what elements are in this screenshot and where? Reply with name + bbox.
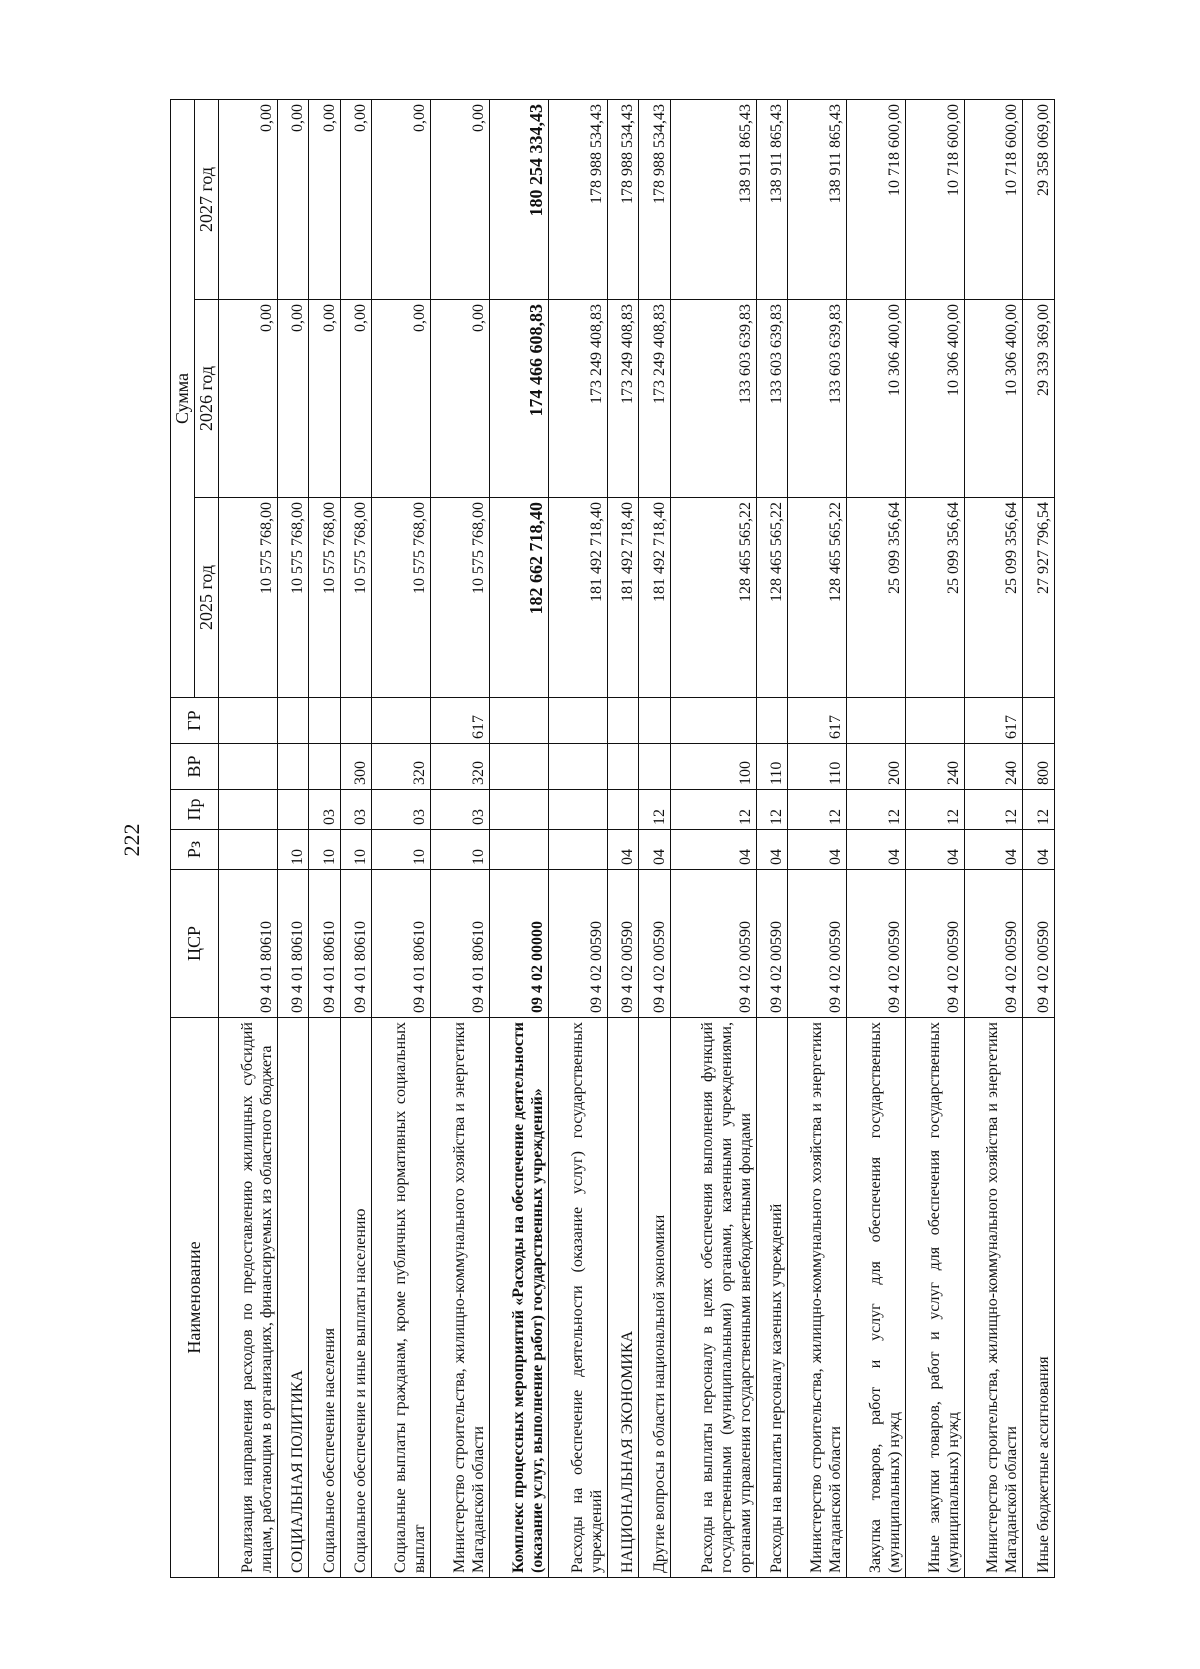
cell-vr: 110 [756,744,788,790]
cell-pr: 03 [372,790,431,830]
cell-2025: 181 492 718,40 [639,498,671,698]
cell-vr [639,744,671,790]
rotated-table-container [170,100,1055,1578]
table-row [964,99,1023,1577]
header-pr: Пр [171,790,219,830]
cell-rz: 10 [431,830,490,870]
cell-2027: 178 988 534,43 [639,99,671,299]
cell-rz: 04 [756,830,788,870]
cell-2027: 178 988 534,43 [548,99,607,299]
cell-csr: 09 4 01 80610 [340,870,372,1018]
cell-pr [219,790,278,830]
cell-gr: 617 [788,698,847,744]
cell-2027: 0,00 [340,99,372,299]
cell-vr: 800 [1023,744,1055,790]
cell-2026: 10 306 400,00 [905,300,964,498]
header-vr: ВР [171,744,219,790]
cell-2026: 174 466 608,83 [489,300,548,498]
cell-2027: 178 988 534,43 [607,99,639,299]
cell-vr: 240 [905,744,964,790]
cell-csr: 09 4 02 00590 [847,870,906,1018]
cell-name: Закупка товаров, работ и услуг для обеспечения государственных (муниципальных) нужд [847,1018,906,1578]
cell-name: НАЦИОНАЛЬНАЯ ЭКОНОМИКА [607,1018,639,1578]
cell-2026: 0,00 [372,300,431,498]
cell-name: Другие вопросы в области национальной экономики [639,1018,671,1578]
cell-csr: 09 4 02 00590 [670,870,756,1018]
cell-2026: 133 603 639,83 [756,300,788,498]
table-row [756,99,788,1577]
cell-pr: 12 [756,790,788,830]
cell-2027: 138 911 865,43 [756,99,788,299]
cell-pr [548,790,607,830]
header-csr: ЦСР [171,870,219,1018]
cell-vr [489,744,548,790]
cell-2027: 10 718 600,00 [905,99,964,299]
cell-gr [219,698,278,744]
cell-rz [489,830,548,870]
table-row [219,99,278,1577]
cell-csr: 09 4 01 80610 [309,870,341,1018]
header-name: Наименование [171,1018,219,1578]
cell-vr [219,744,278,790]
budget-table [170,99,1055,1578]
cell-2025: 10 575 768,00 [431,498,490,698]
cell-vr: 200 [847,744,906,790]
cell-2025: 10 575 768,00 [219,498,278,698]
cell-name: Министерство строительства, жилищно-коммунального хозяйства и энергетики Магаданской области [788,1018,847,1578]
cell-pr: 12 [847,790,906,830]
cell-2025: 27 927 796,54 [1023,498,1055,698]
cell-rz: 04 [639,830,671,870]
cell-gr [372,698,431,744]
table-row [277,99,309,1577]
cell-name: Расходы на выплаты персоналу в целях обеспечения выполнения функций государственными (муниципальными) органами, казенными учреждениями, органами управления государственными внебюджетными фондами [670,1018,756,1578]
cell-vr [277,744,309,790]
cell-rz: 04 [670,830,756,870]
cell-2025: 25 099 356,64 [964,498,1023,698]
cell-csr: 09 4 01 80610 [431,870,490,1018]
cell-vr: 320 [372,744,431,790]
cell-csr: 09 4 02 00590 [788,870,847,1018]
cell-name: СОЦИАЛЬНАЯ ПОЛИТИКА [277,1018,309,1578]
cell-vr [548,744,607,790]
cell-2026: 0,00 [431,300,490,498]
cell-csr: 09 4 02 00590 [548,870,607,1018]
cell-vr [607,744,639,790]
cell-csr: 09 4 02 00590 [756,870,788,1018]
header-2025: 2025 год [195,498,219,698]
cell-pr: 03 [431,790,490,830]
cell-gr [340,698,372,744]
cell-name: Иные закупки товаров, работ и услуг для обеспечения государственных (муниципальных) нужд [905,1018,964,1578]
cell-name: Расходы на обеспечение деятельности (оказание услуг) государственных учреждений [548,1018,607,1578]
header-row-1 [171,99,195,1577]
cell-2025: 10 575 768,00 [372,498,431,698]
cell-2026: 10 306 400,00 [964,300,1023,498]
cell-gr [548,698,607,744]
cell-csr: 09 4 01 80610 [277,870,309,1018]
cell-vr: 100 [670,744,756,790]
header-gr: ГР [171,698,219,744]
header-2026: 2026 год [195,300,219,498]
cell-2027: 29 358 069,00 [1023,99,1055,299]
cell-2026: 0,00 [277,300,309,498]
cell-rz [548,830,607,870]
page-number: 222 [119,823,144,857]
cell-csr: 09 4 02 00590 [964,870,1023,1018]
cell-2026: 133 603 639,83 [670,300,756,498]
cell-2027: 10 718 600,00 [847,99,906,299]
cell-gr [607,698,639,744]
cell-2027: 0,00 [372,99,431,299]
cell-name: Министерство строительства, жилищно-коммунального хозяйства и энергетики Магаданской области [964,1018,1023,1578]
cell-2025: 181 492 718,40 [607,498,639,698]
cell-vr: 320 [431,744,490,790]
cell-csr: 09 4 02 00590 [905,870,964,1018]
cell-gr [489,698,548,744]
cell-2025: 128 465 565,22 [756,498,788,698]
table-row [340,99,372,1577]
cell-gr [756,698,788,744]
cell-pr: 12 [639,790,671,830]
cell-rz: 10 [340,830,372,870]
cell-gr [1023,698,1055,744]
cell-name: Иные бюджетные ассигнования [1023,1018,1055,1578]
header-2027: 2027 год [195,99,219,299]
table-row [431,99,490,1577]
cell-gr [905,698,964,744]
cell-2027: 0,00 [309,99,341,299]
header-sum: Сумма [171,99,195,697]
cell-2026: 173 249 408,83 [607,300,639,498]
cell-csr: 09 4 02 00590 [607,870,639,1018]
cell-name: Социальные выплаты гражданам, кроме публичных нормативных социальных выплат [372,1018,431,1578]
cell-name: Комплекс процессных мероприятий «Расходы на обеспечение деятельности (оказание услуг, выполнение работ) государственных учреждений» [489,1018,548,1578]
cell-2025: 128 465 565,22 [670,498,756,698]
cell-csr: 09 4 01 80610 [219,870,278,1018]
cell-2026: 0,00 [219,300,278,498]
cell-vr [309,744,341,790]
table-row [847,99,906,1577]
cell-gr: 617 [431,698,490,744]
table-row [607,99,639,1577]
table-row [309,99,341,1577]
cell-gr [277,698,309,744]
cell-rz [219,830,278,870]
table-row [788,99,847,1577]
cell-rz: 04 [905,830,964,870]
header-rz: Рз [171,830,219,870]
cell-2026: 10 306 400,00 [847,300,906,498]
cell-pr [607,790,639,830]
cell-2025: 182 662 718,40 [489,498,548,698]
table-body [219,99,1055,1577]
cell-pr: 12 [964,790,1023,830]
cell-rz: 04 [964,830,1023,870]
cell-2027: 0,00 [277,99,309,299]
cell-rz: 10 [309,830,341,870]
cell-vr: 110 [788,744,847,790]
table-row [905,99,964,1577]
cell-gr [847,698,906,744]
cell-pr: 12 [670,790,756,830]
cell-rz: 10 [277,830,309,870]
cell-name: Расходы на выплаты персоналу казенных учреждений [756,1018,788,1578]
cell-name: Министерство строительства, жилищно-коммунального хозяйства и энергетики Магаданской области [431,1018,490,1578]
cell-2026: 29 339 369,00 [1023,300,1055,498]
cell-csr: 09 4 01 80610 [372,870,431,1018]
cell-pr: 03 [309,790,341,830]
table-row [548,99,607,1577]
cell-pr: 12 [788,790,847,830]
cell-rz: 04 [847,830,906,870]
cell-2025: 25 099 356,64 [905,498,964,698]
cell-pr: 12 [1023,790,1055,830]
cell-rz: 04 [1023,830,1055,870]
cell-gr [670,698,756,744]
cell-pr [489,790,548,830]
cell-2026: 173 249 408,83 [548,300,607,498]
cell-2027: 180 254 334,43 [489,99,548,299]
cell-2027: 0,00 [431,99,490,299]
cell-rz: 04 [788,830,847,870]
cell-pr: 12 [905,790,964,830]
cell-2026: 173 249 408,83 [639,300,671,498]
cell-2025: 10 575 768,00 [277,498,309,698]
table-row [372,99,431,1577]
cell-2025: 25 099 356,64 [847,498,906,698]
cell-2025: 10 575 768,00 [340,498,372,698]
cell-2025: 128 465 565,22 [788,498,847,698]
cell-gr [309,698,341,744]
cell-2026: 0,00 [340,300,372,498]
cell-name: Социальное обеспечение населения [309,1018,341,1578]
cell-vr: 300 [340,744,372,790]
cell-2025: 10 575 768,00 [309,498,341,698]
cell-pr: 03 [340,790,372,830]
cell-gr [639,698,671,744]
cell-rz: 10 [372,830,431,870]
cell-rz: 04 [607,830,639,870]
table-row [639,99,671,1577]
table-row [489,99,548,1577]
cell-csr: 09 4 02 00590 [1023,870,1055,1018]
cell-pr [277,790,309,830]
cell-2027: 138 911 865,43 [788,99,847,299]
cell-2027: 138 911 865,43 [670,99,756,299]
table-row [670,99,756,1577]
cell-2026: 0,00 [309,300,341,498]
cell-2027: 0,00 [219,99,278,299]
cell-vr: 240 [964,744,1023,790]
cell-2027: 10 718 600,00 [964,99,1023,299]
cell-2026: 133 603 639,83 [788,300,847,498]
cell-name: Социальное обеспечение и иные выплаты населению [340,1018,372,1578]
cell-name: Реализация направления расходов по предоставлению жилищных субсидий лицам, работающим в организациях, финансируемых из областного бюджета [219,1018,278,1578]
cell-gr: 617 [964,698,1023,744]
table-row [1023,99,1055,1577]
cell-csr: 09 4 02 00590 [639,870,671,1018]
cell-2025: 181 492 718,40 [548,498,607,698]
cell-csr: 09 4 02 00000 [489,870,548,1018]
